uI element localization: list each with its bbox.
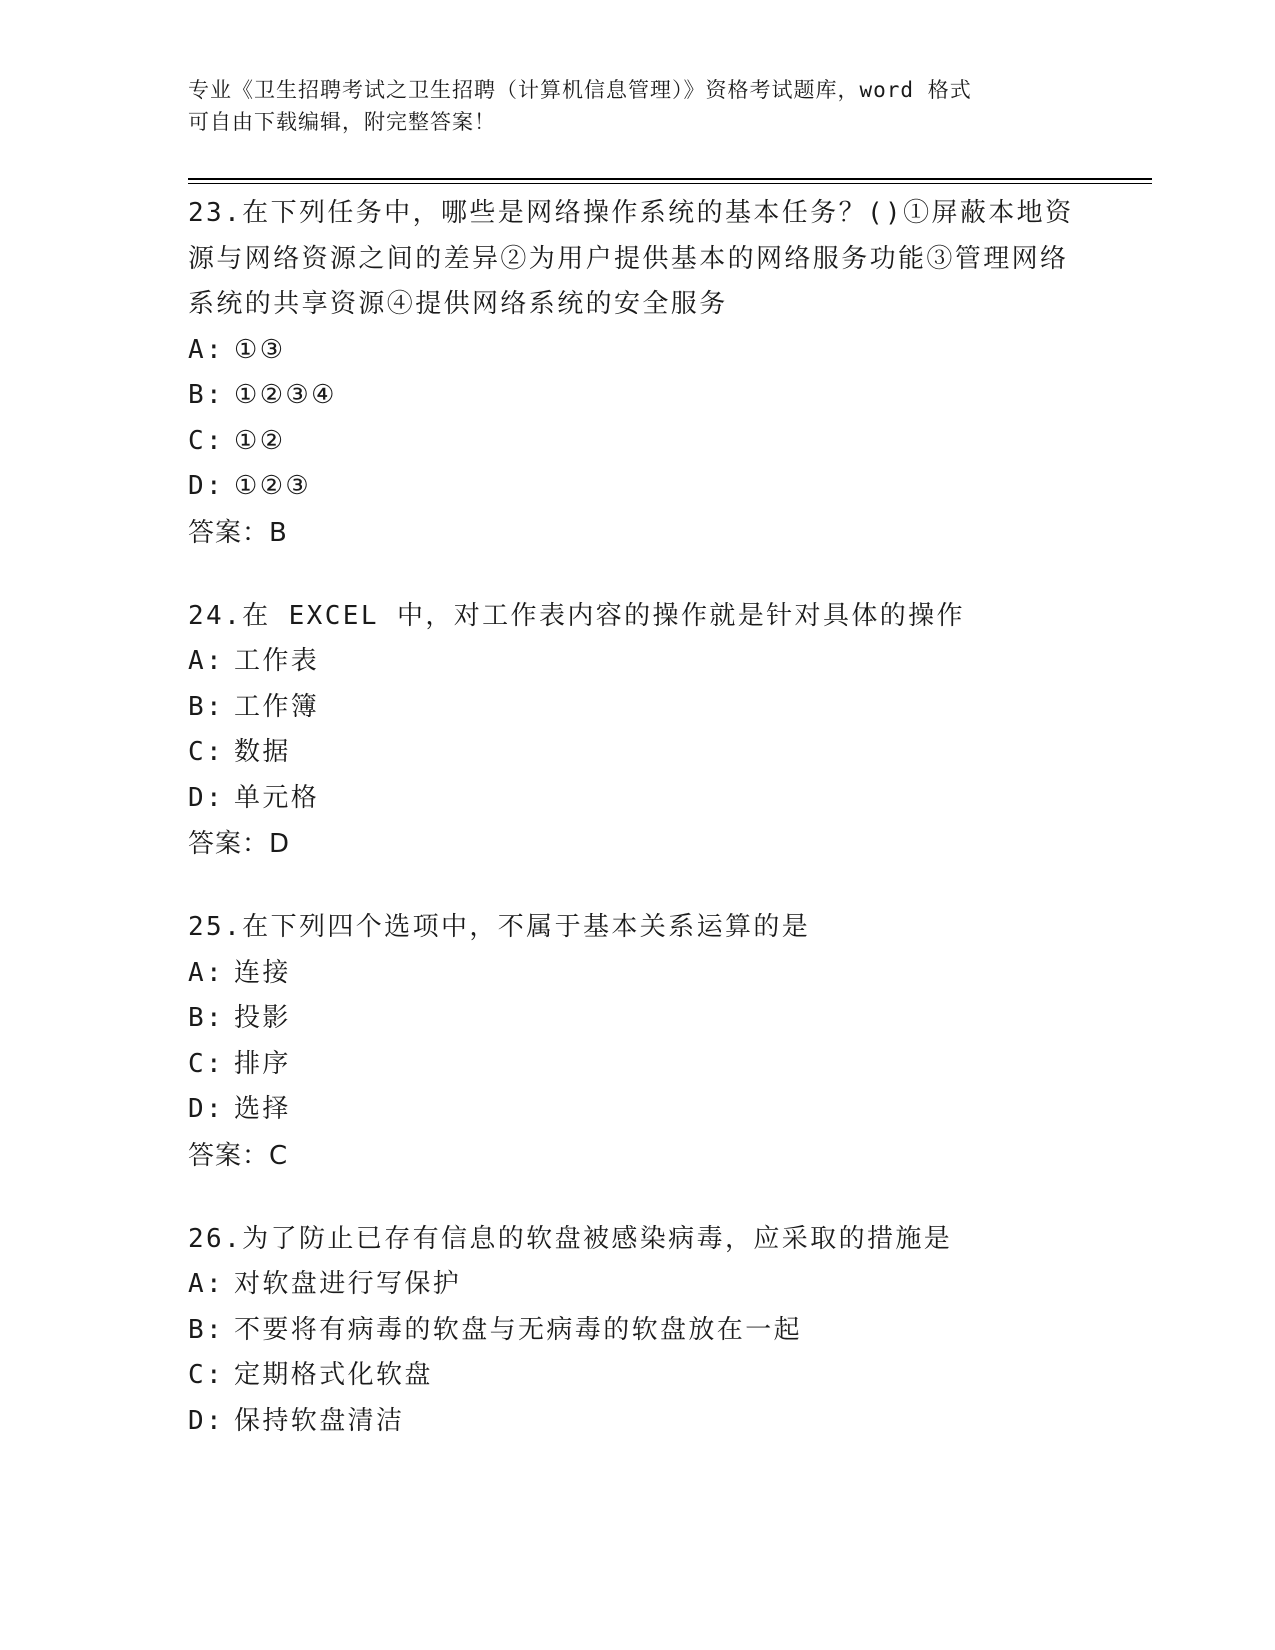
option-text: 投影 (234, 1003, 291, 1033)
answer-line: 答案：C (188, 1140, 289, 1171)
option-letter: B: (188, 1003, 225, 1033)
option-text: 工作簿 (234, 691, 320, 722)
question-text: 在下列四个选项中，不属于基本关系运算的是 (242, 912, 811, 942)
option-b (188, 685, 1088, 731)
question-number: 26. (188, 1223, 243, 1254)
answer-line: 答案：B (188, 517, 288, 548)
question-stem (188, 905, 1088, 951)
option-c (188, 419, 1088, 465)
question-number: 24. (188, 600, 243, 631)
option-letter: D: (188, 1405, 225, 1436)
option-text: 不要将有病毒的软盘与无病毒的软盘放在一起 (234, 1314, 803, 1345)
document-header (188, 74, 1068, 138)
question-text: 为了防止已存有信息的软盘被感染病毒，应采取的措施是 (242, 1223, 953, 1254)
option-c (188, 1042, 1088, 1088)
option-letter: C: (188, 1048, 225, 1079)
option-letter: D: (188, 471, 225, 501)
option-letter: A: (188, 646, 225, 676)
option-text: 连接 (234, 957, 291, 988)
question-number: 25. (188, 912, 243, 942)
header-line-2: 可自由下载编辑，附完整答案！ (188, 110, 496, 134)
option-letter: A: (188, 1269, 225, 1299)
option-text: 排序 (234, 1048, 291, 1079)
option-a (188, 1262, 1088, 1308)
option-text: 选择 (234, 1094, 291, 1124)
question-stem (188, 191, 1088, 328)
option-b (188, 996, 1088, 1042)
option-text: 对软盘进行写保护 (234, 1269, 462, 1299)
option-text: 保持软盘清洁 (234, 1405, 405, 1436)
option-text: ①② (234, 425, 286, 456)
header-divider-thin (188, 183, 1152, 184)
option-b (188, 1308, 1088, 1354)
question-25 (188, 905, 1088, 1179)
option-c (188, 730, 1088, 776)
option-d (188, 1087, 1088, 1133)
option-d (188, 776, 1088, 822)
option-b (188, 373, 1088, 419)
question-number: 23. (188, 198, 243, 228)
header-divider-thick (188, 178, 1152, 180)
option-d (188, 464, 1088, 510)
option-letter: D: (188, 782, 225, 813)
option-letter: D: (188, 1094, 225, 1124)
question-stem (188, 594, 1088, 640)
option-letter: C: (188, 1360, 225, 1390)
option-text: ①②③④ (234, 380, 337, 410)
question-text: 在 EXCEL 中，对工作表内容的操作就是针对具体的操作 (242, 600, 965, 631)
option-a (188, 951, 1088, 997)
question-text: 在下列任务中，哪些是网络操作系统的基本任务？()①屏蔽本地资源与网络资源之间的差异②为用户提供基本的网络服务功能③管理网络系统的共享资源④提供网络系统的安全服务 (188, 198, 1074, 319)
option-a (188, 328, 1088, 374)
answer-line: 答案：D (188, 829, 291, 859)
question-stem (188, 1217, 1088, 1263)
option-text: ①③ (234, 334, 286, 365)
option-letter: A: (188, 334, 225, 365)
option-d (188, 1399, 1088, 1445)
option-a (188, 639, 1088, 685)
option-letter: B: (188, 380, 225, 410)
option-text: ①②③ (234, 471, 312, 501)
option-letter: B: (188, 691, 225, 722)
question-24 (188, 594, 1088, 868)
header-line-1: 专业《卫生招聘考试之卫生招聘（计算机信息管理）》资格考试题库，word 格式 (188, 78, 972, 102)
question-list (188, 191, 1088, 1482)
option-letter: B: (188, 1314, 225, 1345)
option-text: 工作表 (234, 646, 320, 676)
option-letter: C: (188, 737, 225, 767)
option-text: 定期格式化软盘 (234, 1360, 433, 1390)
option-letter: C: (188, 425, 225, 456)
option-text: 数据 (234, 737, 291, 767)
question-26 (188, 1217, 1088, 1445)
option-c (188, 1353, 1088, 1399)
option-text: 单元格 (234, 782, 320, 813)
option-letter: A: (188, 957, 225, 988)
question-23 (188, 191, 1088, 556)
